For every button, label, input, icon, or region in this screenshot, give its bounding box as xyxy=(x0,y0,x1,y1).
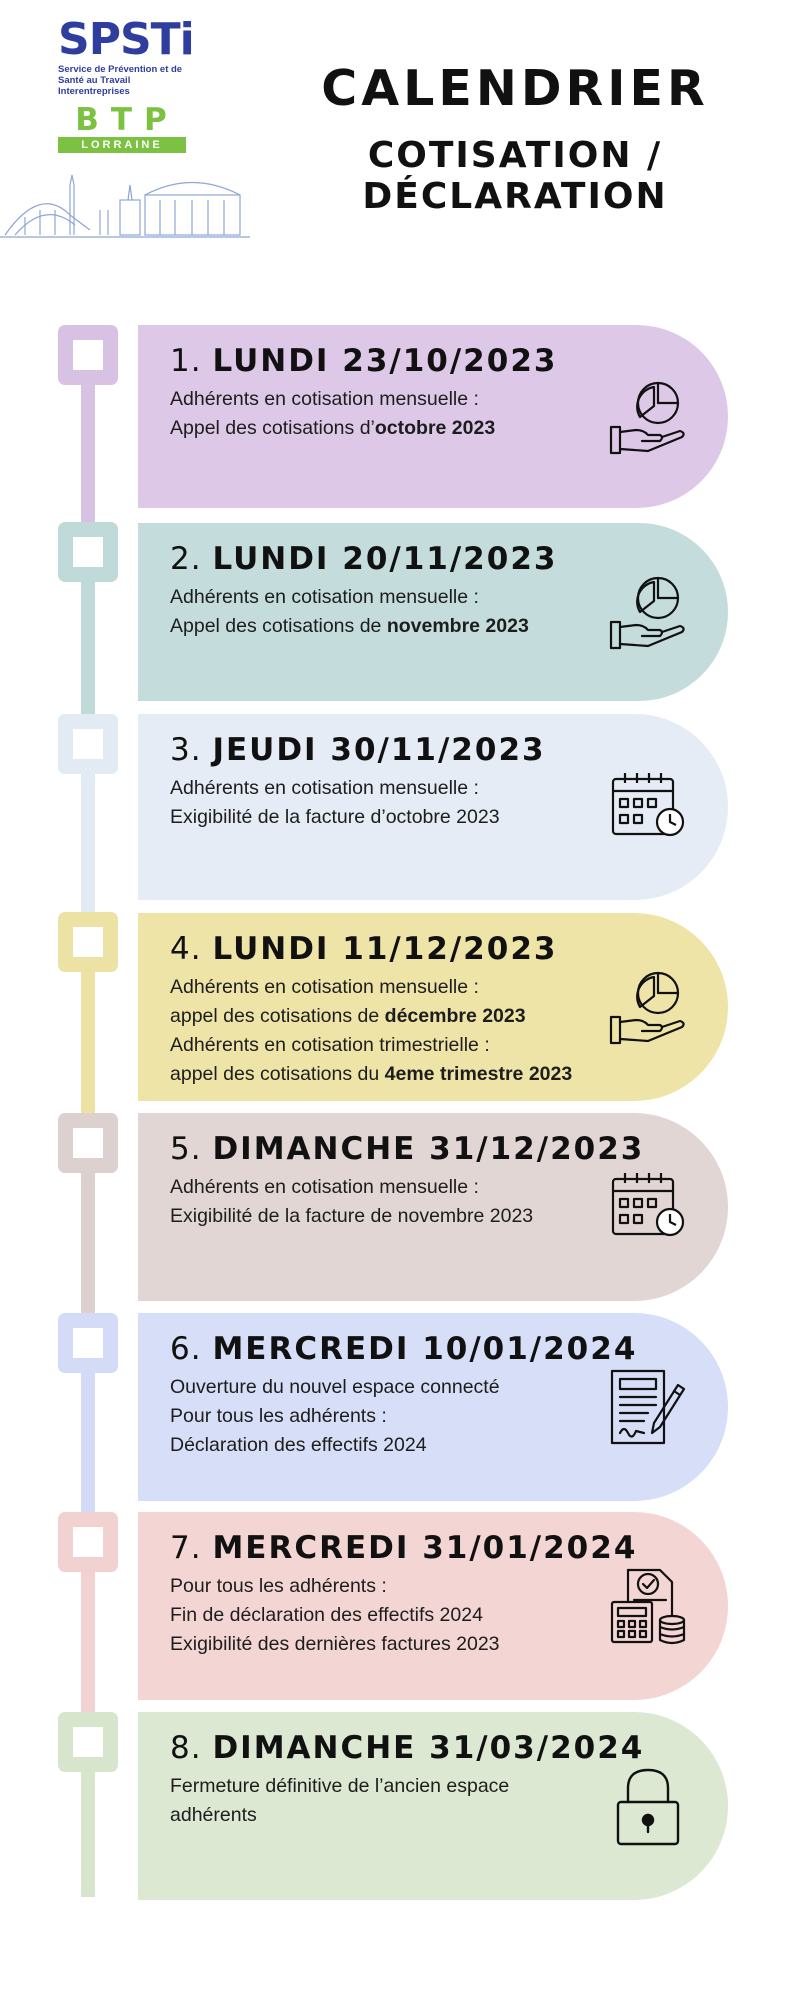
event-line-text: Déclaration des effectifs 2024 xyxy=(170,1434,427,1456)
btp-letters: BTP xyxy=(58,103,186,137)
calendar-clock-icon xyxy=(608,767,688,847)
logo-wordmark xyxy=(58,14,198,65)
document-signature-icon xyxy=(608,1367,688,1447)
timeline-node-hole xyxy=(73,1727,103,1757)
event-line-text: Adhérents en cotisation mensuelle : xyxy=(170,777,479,799)
event-description-line xyxy=(170,414,640,443)
timeline-node xyxy=(58,522,118,582)
event-line-text: Exigibilité de la facture d’octobre 2023 xyxy=(170,806,500,828)
event-description-line xyxy=(170,1202,640,1231)
event-card xyxy=(138,913,728,1101)
event-description-line xyxy=(170,1572,640,1601)
event-number: 5. xyxy=(170,1131,202,1167)
event-line-text: Adhérents en cotisation mensuelle : xyxy=(170,976,479,998)
event-description xyxy=(170,774,640,832)
event-date: LUNDI 20/11/2023 xyxy=(212,541,558,577)
city-skyline-illustration xyxy=(0,165,250,245)
timeline-node-hole xyxy=(73,1128,103,1158)
event-description-line xyxy=(170,1630,640,1659)
event-heading xyxy=(170,931,557,967)
event-heading xyxy=(170,1730,644,1766)
event-line-text: Fermeture définitive de l’ancien espace xyxy=(170,1775,510,1797)
timeline-node xyxy=(58,912,118,972)
logo-name: SPSTi xyxy=(58,14,194,65)
event-description-line xyxy=(170,1173,640,1202)
event-date: DIMANCHE 31/12/2023 xyxy=(212,1131,645,1167)
pie-hand-icon xyxy=(608,572,688,652)
event-line-text: Pour tous les adhérents : xyxy=(170,1405,387,1427)
padlock-icon xyxy=(608,1766,688,1846)
event-description-line xyxy=(170,1402,640,1431)
calendar-clock-icon xyxy=(608,1167,688,1247)
event-description-line xyxy=(170,1601,640,1630)
page-subtitle: COTISATION / DÉCLARATION xyxy=(362,135,668,217)
event-number: 3. xyxy=(170,732,202,768)
event-number: 1. xyxy=(170,343,202,379)
event-line-text: Pour tous les adhérents : xyxy=(170,1575,387,1597)
timeline-node-hole xyxy=(73,1328,103,1358)
event-number: 2. xyxy=(170,541,202,577)
event-line-emphasis: 4eme trimestre 2023 xyxy=(384,1063,573,1085)
event-number: 8. xyxy=(170,1730,202,1766)
event-line-text: Fin de déclaration des effectifs 2024 xyxy=(170,1604,483,1626)
event-heading xyxy=(170,1131,644,1167)
event-heading xyxy=(170,732,546,768)
pie-hand-icon xyxy=(608,377,688,457)
event-description xyxy=(170,1173,640,1231)
timeline-node-hole xyxy=(73,729,103,759)
timeline-node xyxy=(58,1512,118,1572)
invoice-calculator-icon xyxy=(608,1566,688,1646)
event-description-line xyxy=(170,1772,640,1801)
event-description xyxy=(170,583,640,641)
event-description xyxy=(170,1373,640,1460)
event-line-text: Adhérents en cotisation trimestrielle : xyxy=(170,1034,490,1056)
pie-hand-icon xyxy=(608,967,688,1047)
event-description-line xyxy=(170,1002,640,1031)
event-line-text: Exigibilité des dernières factures 2023 xyxy=(170,1633,500,1655)
event-card xyxy=(138,1712,728,1900)
timeline-node-hole xyxy=(73,537,103,567)
btp-region: LORRAINE xyxy=(81,139,163,151)
event-description-line xyxy=(170,803,640,832)
event-heading xyxy=(170,541,557,577)
event-line-text: Appel des cotisations d’ xyxy=(170,417,375,439)
btp-badge xyxy=(58,103,186,153)
event-line-emphasis: octobre 2023 xyxy=(374,417,496,439)
event-line-text: Exigibilité de la facture de novembre 2023 xyxy=(170,1205,534,1227)
event-heading xyxy=(170,1530,637,1566)
event-description xyxy=(170,385,640,443)
timeline-node xyxy=(58,1113,118,1173)
event-card xyxy=(138,523,728,701)
timeline-node xyxy=(58,714,118,774)
event-number: 4. xyxy=(170,931,202,967)
event-description-line xyxy=(170,973,640,1002)
logo-subtitle-line-2: Santé au Travail Interentreprises xyxy=(58,75,131,97)
timeline-node xyxy=(58,325,118,385)
event-date: MERCREDI 31/01/2024 xyxy=(212,1530,638,1566)
event-line-text: Adhérents en cotisation mensuelle : xyxy=(170,1176,479,1198)
event-description-line xyxy=(170,385,640,414)
event-date: LUNDI 23/10/2023 xyxy=(212,343,558,379)
timeline-node xyxy=(58,1313,118,1373)
timeline-node xyxy=(58,1712,118,1772)
event-number: 6. xyxy=(170,1331,202,1367)
event-line-emphasis: décembre 2023 xyxy=(384,1005,526,1027)
event-heading xyxy=(170,343,557,379)
event-line-text: Ouverture du nouvel espace connecté xyxy=(170,1376,500,1398)
logo-subtitle-line-1: Service de Prévention et de xyxy=(58,64,183,75)
event-date: LUNDI 11/12/2023 xyxy=(212,931,558,967)
event-description-line xyxy=(170,1031,640,1060)
event-line-text: adhérents xyxy=(170,1804,257,1826)
event-line-emphasis: novembre 2023 xyxy=(386,615,529,637)
event-line-text: appel des cotisations de xyxy=(170,1005,385,1027)
event-description xyxy=(170,973,640,1089)
event-description-line xyxy=(170,1801,640,1830)
event-line-text: Adhérents en cotisation mensuelle : xyxy=(170,388,479,410)
event-description-line xyxy=(170,583,640,612)
event-description-line xyxy=(170,1431,640,1460)
event-line-text: appel des cotisations du xyxy=(170,1063,385,1085)
event-card xyxy=(138,325,728,508)
event-description xyxy=(170,1572,640,1659)
event-date: JEUDI 30/11/2023 xyxy=(212,732,546,768)
event-line-text: Adhérents en cotisation mensuelle : xyxy=(170,586,479,608)
spsti-logo xyxy=(58,14,198,153)
timeline-node-hole xyxy=(73,340,103,370)
event-description-line xyxy=(170,1373,640,1402)
logo-subtitle xyxy=(58,64,198,97)
event-description-line xyxy=(170,774,640,803)
event-line-text: Appel des cotisations de xyxy=(170,615,387,637)
event-description-line xyxy=(170,1060,640,1089)
event-card xyxy=(138,1113,728,1301)
page-title: CALENDRIER xyxy=(321,60,709,117)
event-description xyxy=(170,1772,640,1830)
event-card xyxy=(138,714,728,900)
event-date: DIMANCHE 31/03/2024 xyxy=(212,1730,645,1766)
event-date: MERCREDI 10/01/2024 xyxy=(212,1331,638,1367)
event-card xyxy=(138,1512,728,1700)
timeline-node-hole xyxy=(73,1527,103,1557)
timeline-node-hole xyxy=(73,927,103,957)
event-card xyxy=(138,1313,728,1501)
event-number: 7. xyxy=(170,1530,202,1566)
event-heading xyxy=(170,1331,637,1367)
event-description-line xyxy=(170,612,640,641)
